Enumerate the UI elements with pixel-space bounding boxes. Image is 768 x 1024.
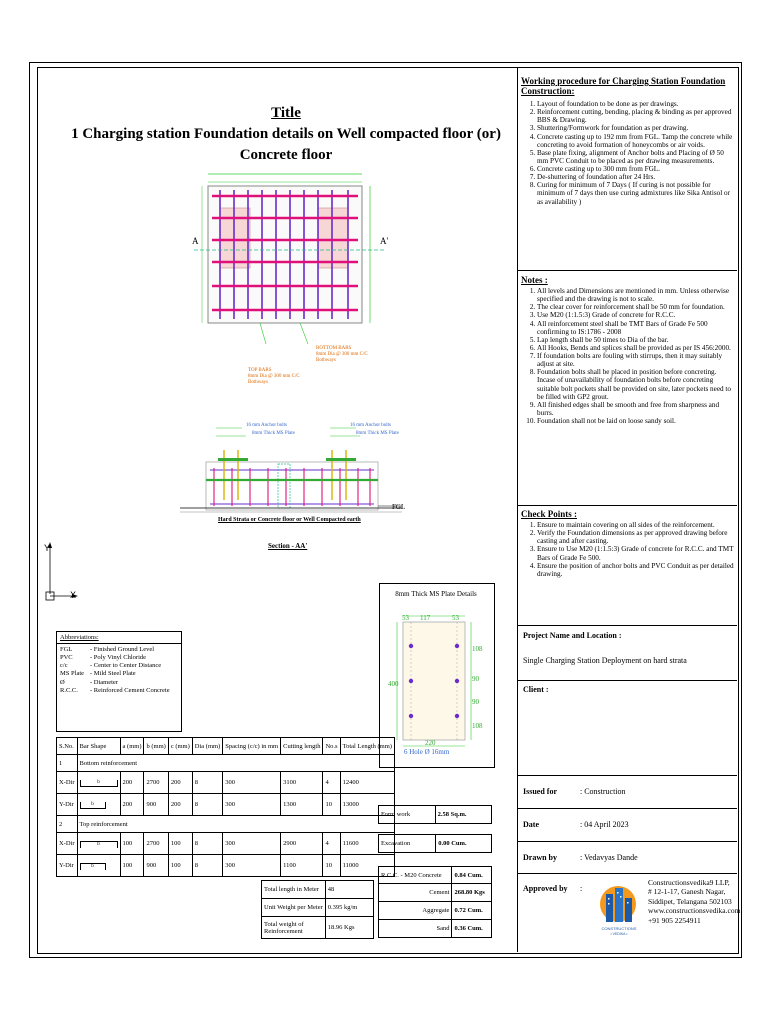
bbs-cell: Y-Dir [57,855,78,877]
top-bars-label: TOP BARS 8mm Dia @ 300 mm C/C Bothways [248,368,300,385]
abbreviation-row [57,662,181,670]
table-row [379,835,492,853]
note-item: 5. Lap length shall be 50 times to Dia of the bar. [537,336,735,344]
bbs-section-row [57,755,395,772]
approved-by-colon: : [580,884,583,893]
anchor-bolt-label-right: 16 mm Anchor bolts [350,423,391,428]
note-item: 10. Foundation shall not be laid on loose sandy soil. [537,417,735,425]
procedure-item: 1. Layout of foundation to be done as per drawings. [537,100,735,108]
bbs-cell: 1100 [281,855,323,877]
right-column-divider [517,67,518,952]
procedure-panel [521,76,735,206]
note-item: 1. All levels and Dimensions are mentioned in mm. Unless otherwise specified and the drawing is not to scale. [537,287,735,303]
bbs-cell: 900 [144,855,168,877]
checkpoint-item: 3. Ensure to Use M20 (1:1.5:3) Grade of concrete for R.C.C. and TMT Bars of Grade Fe 500. [537,545,735,561]
bar-shape-cell [77,855,120,877]
bbs-cell: 200 [120,772,144,794]
bbs-header: c (mm) [168,738,192,755]
table-row [379,884,492,902]
plate-drawing [385,606,489,760]
qty-label: Cement [379,884,452,902]
table-row [262,917,374,939]
checkpoints-list [521,521,735,578]
abbreviations-box [56,631,182,732]
bbs-section-title: Top reinforcement [77,816,394,833]
foundation-plan-drawing [190,168,390,346]
bar-shape-cell [77,833,120,855]
company-phone: +91 905 2254911 [648,915,701,925]
bar-shape-cell [77,794,120,816]
note-item: 4. All reinforcement steel shall be TMT Bars of Grade Fe 500 confirming to IS:1786 - 2008 [537,320,735,336]
abbr-value: - Finished Ground Level [90,646,155,653]
abbreviation-row [57,679,181,687]
plate-left-dim: 400 [388,680,399,688]
summary-label: Total length in Meter [262,881,326,899]
qty-value: 2.58 Sq.m. [435,806,491,824]
bbs-cell: 4 [323,772,340,794]
bbs-section-title: Bottom reinforcement [77,755,394,772]
bbs-cell: 300 [223,794,281,816]
plate-right-dim-3: 90 [472,698,479,706]
company-website: www.constructionsvedika.com [648,906,741,916]
note-item: 3. Use M20 (1:1.5:3) Grade of concrete for R.C.C. [537,311,735,319]
title-label: Title [271,105,301,121]
ground-label: Hard Strata or Concrete floor or Well Compacted earth [218,517,361,523]
table-row [379,867,492,884]
checkpoint-item: 4. Ensure the position of anchor bolts and PVC Conduit as per detailed drawing. [537,562,735,578]
table-row [57,794,395,816]
note-item: 9. All finished edges shall be smooth and free from sharpness and burrs. [537,401,735,417]
company-name: Constructionsvedika9 LLP, [648,878,730,887]
bbs-header: S.No. [57,738,78,755]
bbs-sno: 2 [57,816,78,833]
bar-shape-cell [77,772,120,794]
anchor-bolt-label-left: 16 mm Anchor bolts [246,423,287,428]
x-axis-label: X [70,590,77,600]
bbs-cell: 100 [120,855,144,877]
bbs-sno: 1 [57,755,78,772]
section-caption: Section - AA' [268,542,308,550]
bbs-cell: X-Dir [57,833,78,855]
abbreviation-row [57,654,181,662]
bbs-cell: 200 [120,794,144,816]
bar-shape: b [80,780,118,787]
table-row [57,833,395,855]
procedure-item: 3. Shuttering/Formwork for foundation as per drawing. [537,124,735,132]
bbs-cell: 8 [192,855,222,877]
bbs-cell: 900 [144,794,168,816]
bbs-cell: 100 [168,833,192,855]
bbs-cell: 8 [192,772,222,794]
bbs-cell: 2700 [144,772,168,794]
plate-holes-label: 6 Hole Ø 16mm [404,748,450,756]
bbs-header: b (mm) [144,738,168,755]
abbr-value: - Mild Steel Plate [90,670,136,678]
quantity-formwork [378,805,492,824]
summary-label: Total weight of Reinforcement [262,917,326,939]
checkpoints-heading: Check Points : [521,509,577,519]
bbs-cell: 2700 [144,833,168,855]
bbs-cell: 2900 [281,833,323,855]
bbs-cell: 11000 [340,855,394,877]
qty-value: 0.36 Cum. [452,920,492,938]
procedure-item: 5. Base plate fixing, alignment of Anchor bolts and Placing of Ø 50 mm PVC Conduit to be placed as per drawing measurements. [537,149,735,165]
issued-for-value: : Construction [580,787,626,796]
bbs-header: Cutting length [281,738,323,755]
procedure-item: 4. Concrete casting up to 192 mm from FGL. Tamp the concrete while concreting to avoid formation of honeycombs or air voids. [537,133,735,149]
abbreviation-row [57,646,181,654]
title-text: 1 Charging station Foundation details on Well compacted floor (or) Concrete floor [71,126,501,163]
section-marker-right: A' [380,236,389,246]
table-row [379,902,492,920]
y-axis-label: Y [44,543,51,553]
bbs-header: Spacing (c/c) in mm [223,738,281,755]
bbs-header: Bar Shape [77,738,120,755]
qty-label: Aggregate [379,902,452,920]
procedure-item: 8. Curing for minimum of 7 Days ( If curing is not possible for minimum of 7 days then use curing admixtures like Sika Antisol or as availability ) [537,181,735,205]
drawn-by-label: Drawn by [523,853,558,862]
bbs-cell: 3100 [281,772,323,794]
abbr-key: PVC [60,654,73,662]
plate-top-dim-2: 117 [420,614,431,622]
plate-right-dim-1: 108 [472,645,483,653]
notes-heading: Notes : [521,275,548,285]
bbs-cell: 1300 [281,794,323,816]
table-row [379,806,492,824]
bbs-cell: X-Dir [57,772,78,794]
approved-by-label: Approved by [523,884,568,893]
section-marker-left: A [192,236,199,246]
notes-panel [521,275,735,425]
abbr-value: - Reinforced Cement Concrete [90,686,170,694]
table-row [57,855,395,877]
qty-value: 268.80 Kgs [452,884,492,902]
qty-label: Excavation [379,835,436,853]
table-row [57,772,395,794]
plate-top-dim-1: 53 [402,614,409,622]
bbs-cell: Y-Dir [57,794,78,816]
drawing-title [56,103,516,166]
abbreviation-row [57,687,181,695]
bbs-section-row [57,816,395,833]
company-address-block [648,878,740,925]
plate-label-right: 8mm Thick MS Plate [356,431,399,436]
date-value: : 04 April 2023 [580,820,629,829]
quantity-excavation [378,834,492,853]
procedure-item: 2. Reinforcement cutting, bending, placing & binding as per approved BBS & Drawing. [537,108,735,124]
company-address-1: # 12-1-17, Ganesh Nagar, [648,887,726,897]
summary-label: Unit Weight per Meter [262,899,326,917]
company-address-2: Siddipet, Telangana 502103 [648,896,732,906]
qty-label: Form work [379,806,436,824]
plate-details-title: 8mm Thick MS Plate Details [395,590,477,598]
abbr-key: R.C.C. [60,686,78,694]
table-row [262,899,374,917]
bbs-cell: 300 [223,772,281,794]
abbr-value: - Poly Vinyl Chloride [90,654,147,662]
qty-value: 0.00 Cum. [436,835,492,853]
bbs-cell: 10 [323,794,340,816]
logo-subtext: • VEDIKA • [610,932,628,936]
fgl-label: FGL [392,503,406,511]
bbs-cell: 8 [192,794,222,816]
reinforcement-summary [261,880,374,939]
procedure-item: 7. De-shuttering of foundation after 24 Hrs. [537,173,735,181]
checkpoint-item: 2. Verify the Foundation dimensions as per approved drawing before casting and after casting. [537,529,735,545]
note-item: 2. The clear cover for reinforcement shall be 50 mm for foundation. [537,303,735,311]
bbs-header: Dia (mm) [192,738,222,755]
abbr-value: - Diameter [90,678,118,686]
plate-right-dim-4: 108 [472,722,483,730]
plate-right-dim-2: 90 [472,675,479,683]
bbs-cell: 200 [168,772,192,794]
bbs-cell: 11600 [340,833,394,855]
procedure-heading: Working procedure for Charging Station Foundation Construction: [521,76,726,96]
qty-value: 0.84 Cum. [452,867,492,884]
project-label: Project Name and Location : [523,631,622,640]
bar-shape: b [80,802,106,809]
abbr-value: - Center to Center Distance [90,662,162,670]
bbs-cell: 100 [168,855,192,877]
logo-text: CONSTRUCTIONS [601,926,637,931]
bbs-header: No.s [323,738,340,755]
qty-value: 0.72 Cum. [452,902,492,920]
drawn-by-value: : Vedavyas Dande [580,853,638,862]
section-aa-drawing [180,420,410,528]
checkpoints-panel [521,509,735,578]
client-label: Client : [523,685,549,694]
date-label: Date [523,820,539,829]
bbs-header: Total Length (mm) [340,738,394,755]
note-item: 6. All Hooks, Bends and splices shall be provided as per IS 456:2000. [537,344,735,352]
qty-label: R.C.C. - M20 Concrete [379,867,452,884]
plate-bottom-dim: 220 [425,739,436,747]
bar-shape: b [80,863,106,870]
abbreviations-heading: Abbreviations: [60,634,99,641]
table-row [379,920,492,938]
project-value: Single Charging Station Deployment on hard strata [523,656,687,665]
bbs-cell: 200 [168,794,192,816]
bbs-cell: 10 [323,855,340,877]
bbs-cell: 12400 [340,772,394,794]
bbs-cell: 13000 [340,794,394,816]
bar-bending-schedule [56,737,395,877]
abbr-key: MS Plate [60,670,85,678]
table-row [262,881,374,899]
checkpoint-item: 1. Ensure to maintain covering on all sides of the reinforcement. [537,521,735,529]
abbr-key: Ø [60,678,65,686]
summary-value: 18.96 Kgs [325,917,373,939]
summary-value: 48 [325,881,373,899]
plate-top-dim-3: 53 [452,614,459,622]
bar-shape: b [80,841,118,848]
bbs-cell: 300 [223,833,281,855]
bottom-bars-label: BOTTOM BARS 8mm Dia @ 300 mm C/C Bothways [316,346,368,363]
notes-list [521,287,735,425]
bbs-header: a (mm) [120,738,144,755]
procedure-item: 6. Concrete casting up to 300 mm from FGL. [537,165,735,173]
abbr-key: c/c [60,662,68,670]
abbreviation-row [57,670,181,678]
bbs-cell: 4 [323,833,340,855]
bbs-cell: 8 [192,833,222,855]
qty-label: Sand [379,920,452,938]
issued-for-label: Issued for [523,787,558,796]
plate-label-left: 8mm Thick MS Plate [252,431,295,436]
quantity-materials [378,866,492,938]
note-item: 7. If foundation bolts are fouling with stirrups, then it may suitably adjust at site. [537,352,735,368]
note-item: 8. Foundation bolts shall be placed in position before concreting. Incase of unavailability of foundation bolts before concreting suitable bolt pockets shall be provided on site, later pockets need to be filled with GP2 grout. [537,368,735,401]
bbs-cell: 100 [120,833,144,855]
procedure-list [521,100,735,206]
abbr-key: FGL [60,646,73,653]
bbs-cell: 300 [223,855,281,877]
bbs-header-row [57,738,395,755]
summary-value: 0.395 kg/m [325,899,373,917]
